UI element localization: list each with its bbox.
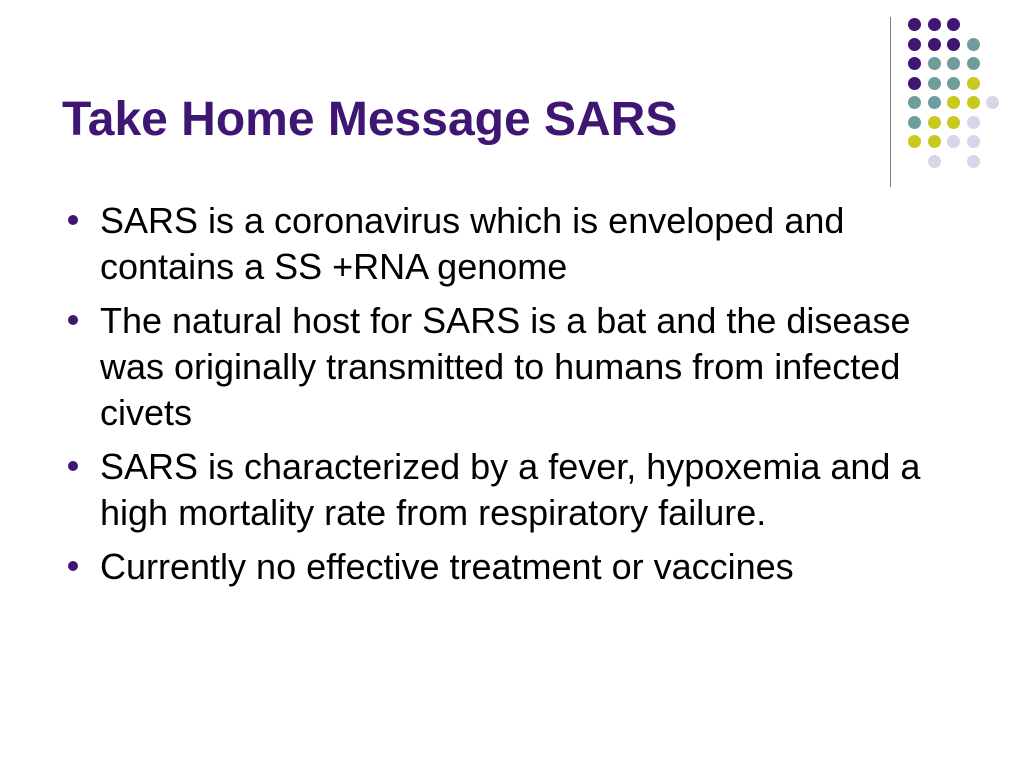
bullet-dot-icon bbox=[68, 461, 78, 471]
bullet-item bbox=[62, 444, 962, 536]
decorative-dot bbox=[908, 135, 921, 148]
bullet-text: SARS is characterized by a fever, hypoxemia and a high mortality rate from respiratory failure. bbox=[100, 446, 921, 533]
decorative-dot bbox=[967, 57, 980, 70]
decorative-dot bbox=[967, 96, 980, 109]
bullet-dot-icon bbox=[68, 215, 78, 225]
decorative-dot bbox=[928, 135, 941, 148]
decorative-dot bbox=[947, 96, 960, 109]
decorative-dot bbox=[928, 96, 941, 109]
decorative-dot bbox=[908, 96, 921, 109]
decorative-dot bbox=[928, 18, 941, 31]
decorative-dot bbox=[908, 57, 921, 70]
decorative-dot bbox=[908, 18, 921, 31]
bullet-text: Currently no effective treatment or vaccines bbox=[100, 546, 794, 587]
bullet-text: SARS is a coronavirus which is enveloped and contains a SS +RNA genome bbox=[100, 200, 845, 287]
decorative-dot bbox=[908, 116, 921, 129]
decorative-dot bbox=[928, 38, 941, 51]
decorative-dot bbox=[947, 116, 960, 129]
decorative-dot bbox=[908, 77, 921, 90]
decorative-dot bbox=[928, 155, 941, 168]
vertical-divider bbox=[890, 17, 891, 187]
decorative-dot bbox=[947, 77, 960, 90]
bullet-dot-icon bbox=[68, 561, 78, 571]
decorative-dot bbox=[947, 57, 960, 70]
bullet-list bbox=[62, 198, 962, 598]
bullet-item bbox=[62, 198, 962, 290]
bullet-item bbox=[62, 544, 962, 590]
decorative-dot bbox=[928, 116, 941, 129]
bullet-item bbox=[62, 298, 962, 436]
decorative-dot bbox=[967, 116, 980, 129]
decorative-dot bbox=[947, 18, 960, 31]
decorative-dot bbox=[928, 57, 941, 70]
slide-title: Take Home Message SARS bbox=[62, 93, 678, 146]
decorative-dot bbox=[947, 135, 960, 148]
bullet-dot-icon bbox=[68, 315, 78, 325]
dot-grid-decoration bbox=[900, 10, 1020, 170]
decorative-dot bbox=[947, 38, 960, 51]
decorative-dot bbox=[986, 96, 999, 109]
decorative-dot bbox=[967, 135, 980, 148]
decorative-dot bbox=[908, 38, 921, 51]
bullet-text: The natural host for SARS is a bat and the disease was originally transmitted to humans from infected civets bbox=[100, 300, 911, 433]
decorative-dot bbox=[967, 155, 980, 168]
decorative-dot bbox=[967, 38, 980, 51]
decorative-dot bbox=[967, 77, 980, 90]
decorative-dot bbox=[928, 77, 941, 90]
